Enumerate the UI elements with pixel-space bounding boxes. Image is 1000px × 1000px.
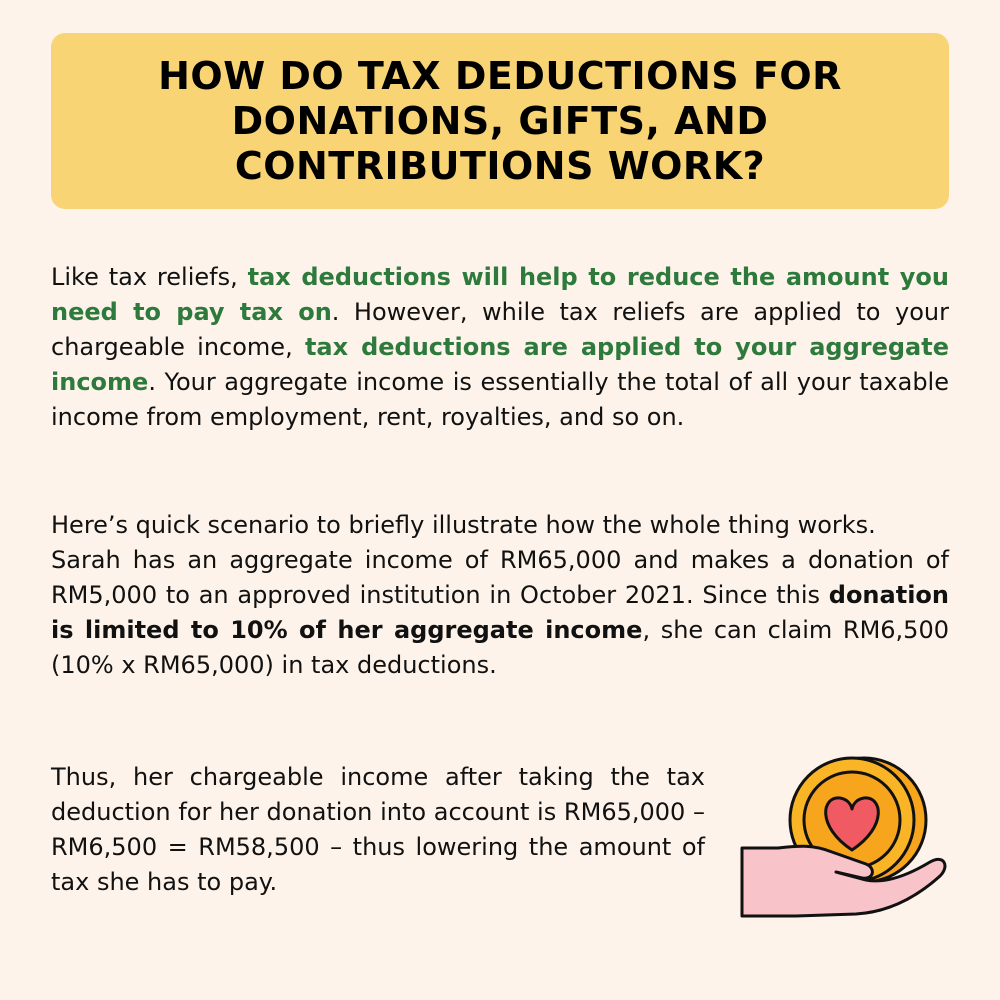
p1-text-1: Like tax reliefs, [51,263,248,291]
p2-highlight: donation is limited to 10% of her aggregate income [51,581,949,644]
p2-text-2: , she can claim RM6,500 (10% x RM65,000) in tax deductions. [51,616,949,679]
title-line-1: HOW DO TAX DEDUCTIONS FOR [158,53,842,98]
p1-highlight-1: tax deductions will help to reduce the amount you need to pay tax on [51,263,949,326]
p2-text-1: Sarah has an aggregate income of RM65,000 and makes a donation of RM5,000 to an approved institution in October 2021. Since this [51,546,949,609]
page-title [158,54,842,189]
title-banner [51,33,949,209]
p2-intro: Here’s quick scenario to briefly illustrate how the whole thing works. [51,511,876,539]
p1-text-2: . However, while tax reliefs are applied to your chargeable income, [51,298,949,361]
p1-text-3: . Your aggregate income is essentially the total of all your taxable income from employment, rent, royalties, and so on. [51,368,949,431]
title-line-3: CONTRIBUTIONS WORK? [234,143,766,188]
paragraph-intro [51,260,949,435]
p1-highlight-2: tax deductions are applied to your aggregate income [51,333,949,396]
paragraph-scenario [51,508,949,683]
paragraph-conclusion: Thus, her chargeable income after taking the tax deduction for her donation into account is RM65,000 – RM6,500 = RM58,500 – thus lowering the amount of tax she has to pay. [51,763,705,896]
p2-body [51,543,949,683]
hand-holding-heart-coin-icon [736,752,952,922]
title-line-2: DONATIONS, GIFTS, AND [231,98,769,143]
